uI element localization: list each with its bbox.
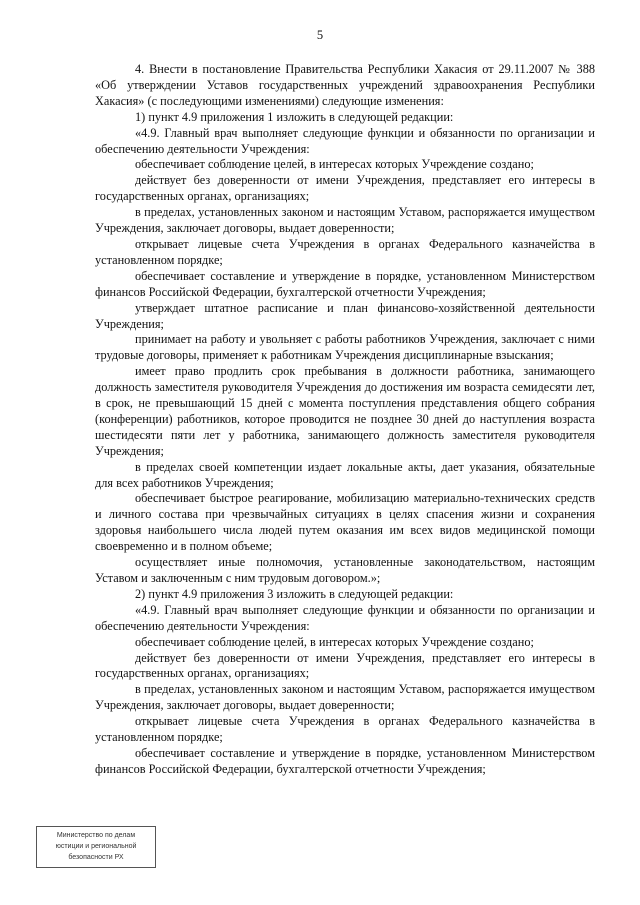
paragraph: утверждает штатное расписание и план финансово-хозяйственной деятельности Учреждения;: [95, 300, 595, 331]
stamp-line: безопасности РХ: [68, 854, 124, 861]
paragraph: «4.9. Главный врач выполняет следующие функции и обязанности по организации и обеспечению деятельности Учреждения:: [95, 602, 595, 633]
paragraph: в пределах, установленных законом и настоящим Уставом, распоряжается имуществом Учреждения, заключает договоры, выдает доверенности;: [95, 205, 595, 236]
stamp-line: Министерство по делам: [56, 832, 136, 839]
page-number: 5: [316, 28, 324, 42]
paragraph: осуществляет иные полномочия, установленные законодательством, настоящим Уставом и заключенным с ним трудовым договором.»;: [95, 555, 595, 585]
paragraph: 1) пункт 4.9 приложения 1 изложить в следующей редакции:: [135, 109, 454, 124]
document-body: [95, 62, 595, 778]
paragraph: 4. Внести в постановление Правительства Республики Хакасия от 29.11.2007 № 388 «Об утверждении Уставов государственных учреждений здравоохранения Республики Хакасия» (с последующими изменениями) следующие изменения:: [95, 62, 595, 108]
paragraph: имеет право продлить срок пребывания в должности работника, занимающего должность заместителя руководителя Учреждения до достижения им возраста семидесяти лет, в срок, не превышающий 15 дней с момента поступления представления общего собрания (конференции) работников, которое проводится не позднее 30 дней до наступления возраста шестидесяти пяти лет у работника, занимающего должность заместителя руководителя Учреждения;: [95, 364, 595, 458]
paragraph: открывает лицевые счета Учреждения в органах Федерального казначейства в установленном порядке;: [95, 714, 595, 745]
paragraph: обеспечивает соблюдение целей, в интересах которых Учреждение создано;: [135, 157, 534, 172]
paragraph: обеспечивает составление и утверждение в порядке, установленном Министерством финансов Российской Федерации, бухгалтерской отчетности Учреждения;: [95, 745, 595, 776]
paragraph: 2) пункт 4.9 приложения 3 изложить в следующей редакции:: [135, 586, 454, 601]
paragraph: обеспечивает соблюдение целей, в интересах которых Учреждение создано;: [135, 634, 534, 649]
paragraph: принимает на работу и увольняет с работы работников Учреждения, заключает с ними трудовые договоры, применяет к работникам Учреждения дисциплинарные взыскания;: [95, 332, 595, 363]
paragraph: в пределах своей компетенции издает локальные акты, дает указания, обязательные для всех работников Учреждения;: [95, 459, 595, 490]
paragraph: действует без доверенности от имени Учреждения, представляет его интересы в государственных органах, организациях;: [95, 650, 595, 681]
paragraph: обеспечивает составление и утверждение в порядке, установленном Министерством финансов Российской Федерации, бухгалтерской отчетности Учреждения;: [95, 268, 595, 299]
paragraph: в пределах, установленных законом и настоящим Уставом, распоряжается имуществом Учреждения, заключает договоры, выдает доверенности;: [95, 682, 595, 713]
paragraph: «4.9. Главный врач выполняет следующие функции и обязанности по организации и обеспечению деятельности Учреждения:: [95, 125, 595, 156]
paragraph: действует без доверенности от имени Учреждения, представляет его интересы в государственных органах, организациях;: [95, 173, 595, 204]
registration-stamp: [36, 826, 156, 868]
stamp-line: юстиции и региональной: [55, 843, 137, 850]
paragraph: обеспечивает быстрое реагирование, мобилизацию материально-технических средств и личного состава при чрезвычайных ситуациях в целях спасения жизни и сохранения здоровья наибольшего числа людей путем оказания им всех видов медицинской помощи своевременно и в полном объеме;: [95, 491, 595, 554]
paragraph: открывает лицевые счета Учреждения в органах Федерального казначейства в установленном порядке;: [95, 236, 595, 267]
